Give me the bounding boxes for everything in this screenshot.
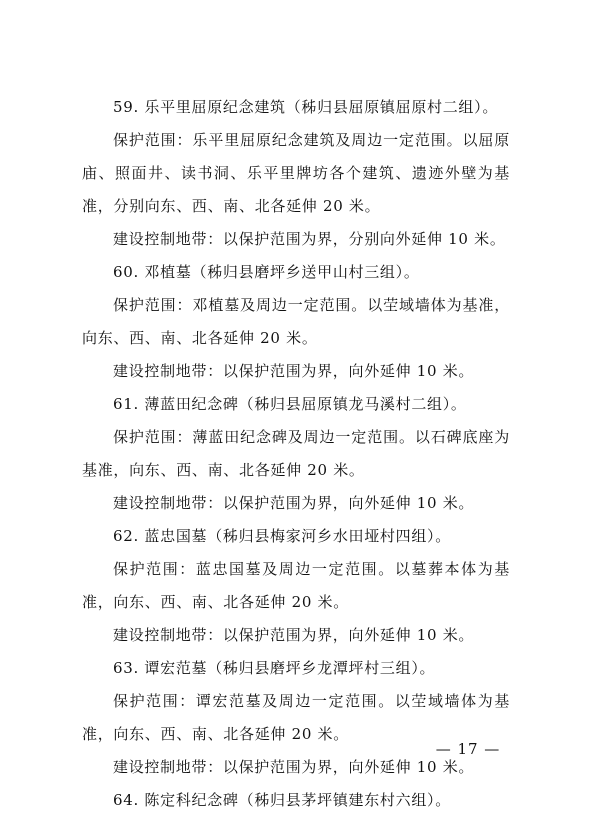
document-body bbox=[82, 91, 510, 817]
paragraph-item-63-control-zone: 建设控制地带：以保护范围为界，向外延伸 10 米。 bbox=[113, 758, 475, 776]
paragraph-item-62-control-zone: 建设控制地带：以保护范围为界，向外延伸 10 米。 bbox=[113, 626, 475, 644]
paragraph-item-60-control-zone: 建设控制地带：以保护范围为界，向外延伸 10 米。 bbox=[113, 362, 475, 380]
paragraph-item-61-title: 61. 薄蓝田纪念碑（秭归县屈原镇龙马溪村二组）。 bbox=[113, 395, 467, 413]
paragraph-item-59-protection-range: 保护范围：乐平里屈原纪念建筑及周边一定范围。以屈原庙、照面井、读书洞、乐平里牌坊各个建筑、遗迹外壁为基准，分别向东、西、南、北各延伸 20 米。 bbox=[82, 131, 510, 215]
paragraph-item-62-protection-range: 保护范围：蓝忠国墓及周边一定范围。以墓葬本体为基准，向东、西、南、北各延伸 20 米。 bbox=[82, 560, 510, 611]
paragraph-item-64-title: 64. 陈定科纪念碑（秭归县茅坪镇建东村六组）。 bbox=[113, 791, 451, 809]
paragraph-item-61-protection-range: 保护范围：薄蓝田纪念碑及周边一定范围。以石碑底座为基准，向东、西、南、北各延伸 20 米。 bbox=[82, 428, 510, 479]
paragraph-item-59-control-zone: 建设控制地带：以保护范围为界，分别向外延伸 10 米。 bbox=[113, 230, 506, 248]
paragraph-item-62-title: 62. 蓝忠国墓（秭归县梅家河乡水田垭村四组）。 bbox=[113, 527, 451, 545]
paragraph-item-60-title: 60. 邓植墓（秭归县磨坪乡送甲山村三组）。 bbox=[113, 263, 420, 281]
paragraph-item-61-control-zone: 建设控制地带：以保护范围为界，向外延伸 10 米。 bbox=[113, 494, 475, 512]
page-number: — 17 — bbox=[435, 740, 501, 758]
paragraph-item-60-protection-range: 保护范围：邓植墓及周边一定范围。以茔域墙体为基准，向东、西、南、北各延伸 20 米。 bbox=[82, 296, 510, 347]
paragraph-item-59-title: 59. 乐平里屈原纪念建筑（秭归县屈原镇屈原村二组）。 bbox=[113, 98, 499, 116]
paragraph-item-63-title: 63. 谭宏范墓（秭归县磨坪乡龙潭坪村三组）。 bbox=[113, 659, 436, 677]
paragraph-item-63-protection-range: 保护范围：谭宏范墓及周边一定范围。以茔域墙体为基准，向东、西、南、北各延伸 20 米。 bbox=[82, 692, 510, 743]
